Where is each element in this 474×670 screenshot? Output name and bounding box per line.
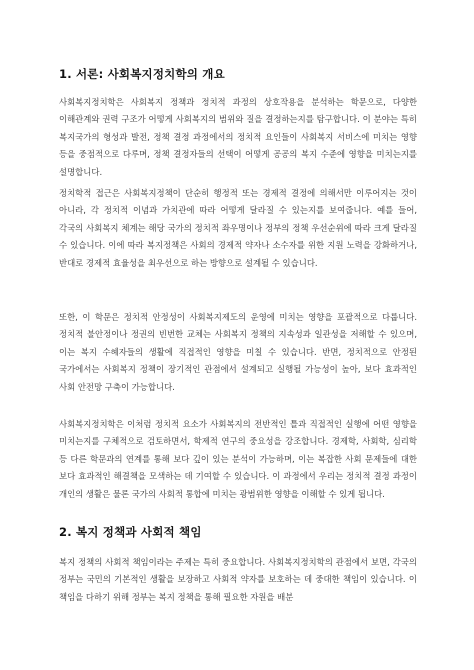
paragraph xyxy=(59,309,417,396)
paragraph-text: 또한, 이 학문은 정치적 안정성이 사회복지제도의 운영에 미치는 영향을 포괄적으로 다룹니다. 정치적 불안정이나 정권의 빈번한 교체는 사회복지 정책의 지속성과 일관성을 저해할 수 있으며, 이는 복지 수혜자들의 생활에 직접적인 영향을 미칠 수 있습니다. 반면, 정치적으로 안정된 국가에서는 사회복지 정책이 장기적인 관점에서 설계되고 실행될 가능성이 높아, 보다 효과적인 사회 안전망 구축이 가능합니다. xyxy=(59,312,417,392)
paragraph xyxy=(59,185,417,272)
paragraph xyxy=(59,416,417,503)
paragraph-text: 복지 정책의 사회적 책임이라는 주제는 특히 중요합니다. 사회복지정치학의 관점에서 보면, 각국의 정부는 국민의 기본적인 생활을 보장하고 사회적 약자를 보호하는 데 중대한 책임이 있습니다. 이 책임을 다하기 위해 정부는 복지 정책을 통해 필요한 자원을 배분 xyxy=(59,557,417,602)
paragraph-text: 정치학적 접근은 사회복지정책이 단순히 행정적 또는 경제적 결정에 의해서만 이루어지는 것이 아니라, 각 정치적 이념과 가치관에 따라 어떻게 달라질 수 있는지를 보여줍니다. 예를 들어, 각국의 사회복지 체계는 해당 국가의 정치적 좌우명이나 정부의 정책 우선순위에 따라 크게 달라질 수 있습니다. 이에 따라 복지정책은 사회의 경제적 약자나 소수자를 위한 지원 노력을 강화하거나, 반대로 경제적 효율성을 최우선으로 하는 방향으로 설계될 수 있습니다. xyxy=(59,188,417,268)
section-heading: 2. 복지 정책과 사회적 책임 xyxy=(59,525,202,539)
paragraph-text: 사회복지정치학은 사회복지 정책과 정치적 과정의 상호작용을 분석하는 학문으로, 다양한 이해관계와 권력 구조가 어떻게 사회복지의 범위와 질을 결정하는지를 탐구합니다. 이 분야는 특히 복지국가의 형성과 발전, 정책 결정 과정에서의 정치적 요인들이 사회복지 서비스에 미치는 영향 등을 중점적으로 다루며, 정책 결정자들의 선택이 어떻게 공공의 복지 수준에 영향을 미치는지를 설명합니다. xyxy=(59,97,417,177)
paragraph xyxy=(59,94,417,181)
section-heading: 1. 서론: 사회복지정치학의 개요 xyxy=(59,67,225,81)
paragraph-text: 사회복지정치학은 이처럼 정치적 요소가 사회복지의 전반적인 틀과 직접적인 실행에 어떤 영향을 미치는지를 구체적으로 검토하면서, 학제적 연구의 중요성을 강조합니다. 경제학, 사회학, 심리학 등 다른 학문과의 연계를 통해 보다 깊이 있는 분석이 가능하며, 이는 복잡한 사회 문제들에 대한 보다 효과적인 해결책을 모색하는 데 기여할 수 있습니다. 이 과정에서 우리는 정치적 결정 과정이 개인의 생활은 물론 국가의 사회적 통합에 미치는 광범위한 영향을 이해할 수 있게 됩니다. xyxy=(59,419,417,499)
paragraph xyxy=(59,554,417,606)
